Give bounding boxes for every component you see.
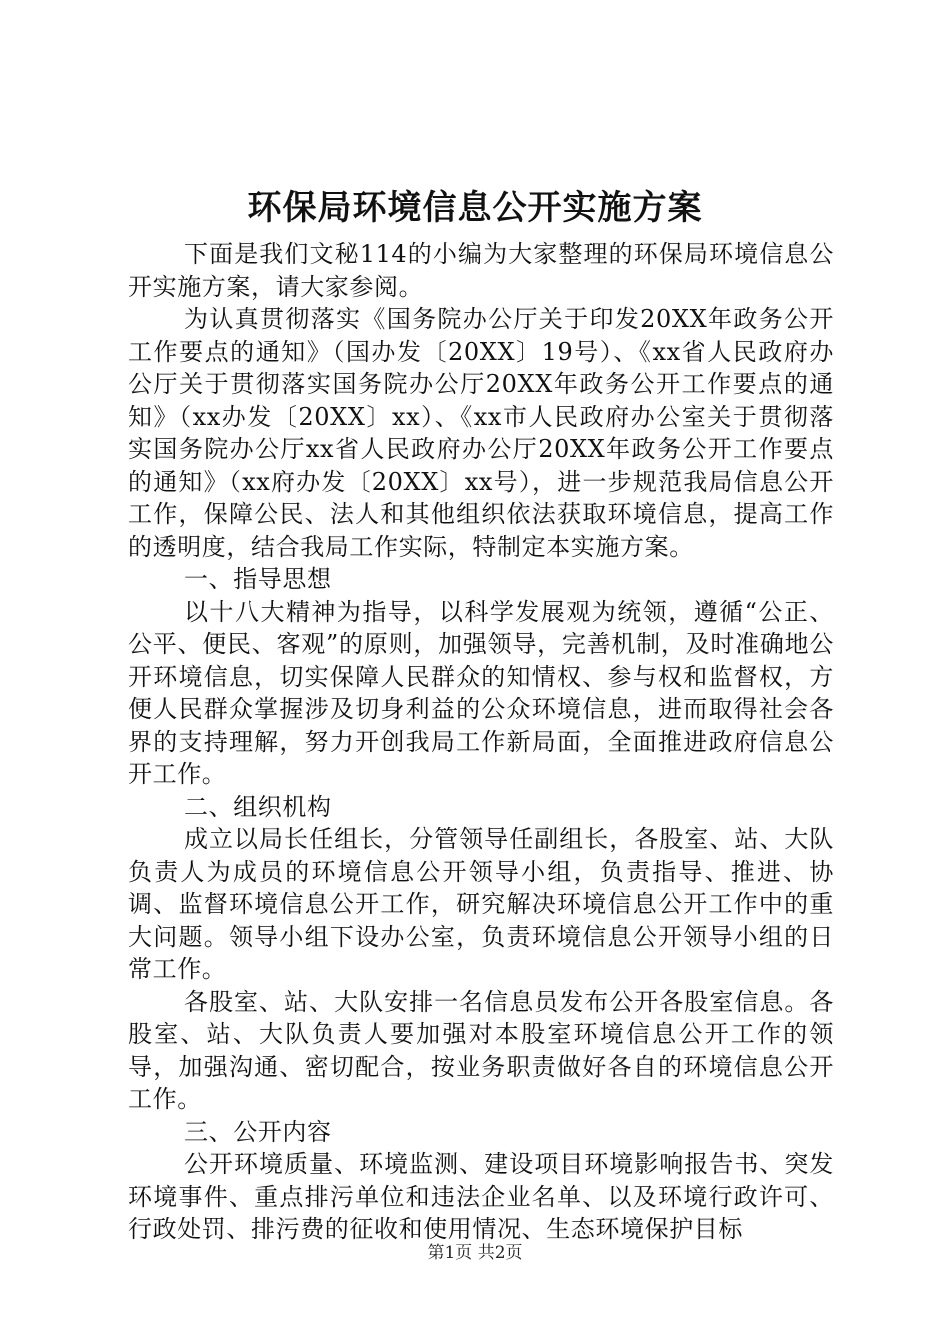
- content-paragraph: 公开环境质量、环境监测、建设项目环境影响报告书、突发环境事件、重点排污单位和违法企业名单、以及环境行政许可、行政处罚、排污费的征收和使用情况、生态环境保护目标: [128, 1150, 834, 1243]
- guiding-ideology-paragraph: 以十八大精神为指导，以科学发展观为统领，遵循“公正、公平、便民、客观”的原则，加强领导，完善机制，及时准确地公开环境信息，切实保障人民群众的知情权、参与权和监督权，方便人民群众掌握涉及切身利益的公众环境信息，进而取得社会各界的支持理解，努力开创我局工作新局面，全面推进政府信息公开工作。: [128, 597, 834, 788]
- document-title: 环保局环境信息公开实施方案: [247, 188, 703, 228]
- organization-paragraph-2: 各股室、站、大队安排一名信息员发布公开各股室信息。各股室、站、大队负责人要加强对本股室环境信息公开工作的领导，加强沟通、密切配合，按业务职责做好各自的环境信息公开工作。: [128, 987, 834, 1113]
- organization-paragraph-1: 成立以局长任组长，分管领导任副组长，各股室、站、大队负责人为成员的环境信息公开领导小组，负责指导、推进、协调、监督环境信息公开工作，研究解决环境信息公开工作中的重大问题。领导小组下设办公室，负责环境信息公开领导小组的日常工作。: [128, 825, 834, 983]
- page-footer: 第1页 共2页: [427, 1243, 523, 1263]
- section-heading-organization: 二、组织机构: [184, 792, 332, 821]
- intro-paragraph: 下面是我们文秘114的小编为大家整理的环保局环境信息公开实施方案，请大家参阅。: [128, 240, 834, 301]
- section-heading-content: 三、公开内容: [184, 1117, 332, 1146]
- document-body: [128, 238, 834, 1246]
- basis-paragraph: 为认真贯彻落实《国务院办公厅关于印发20XX年政务公开工作要点的通知》（国办发〔20XX〕19号）、《xx省人民政府办公厅关于贯彻落实国务院办公厅20XX年政务公开工作要点的通知》（xx办发〔20XX〕xx）、《xx市人民政府办公室关于贯彻落实国务院办公厅xx省人民政府办公厅20XX年政务公开工作要点的通知》（xx府办发〔20XX〕xx号），进一步规范我局信息公开工作，保障公民、法人和其他组织依法获取环境信息，提高工作的透明度，结合我局工作实际，特制定本实施方案。: [128, 305, 834, 561]
- section-heading-guiding-ideology: 一、指导思想: [184, 565, 332, 593]
